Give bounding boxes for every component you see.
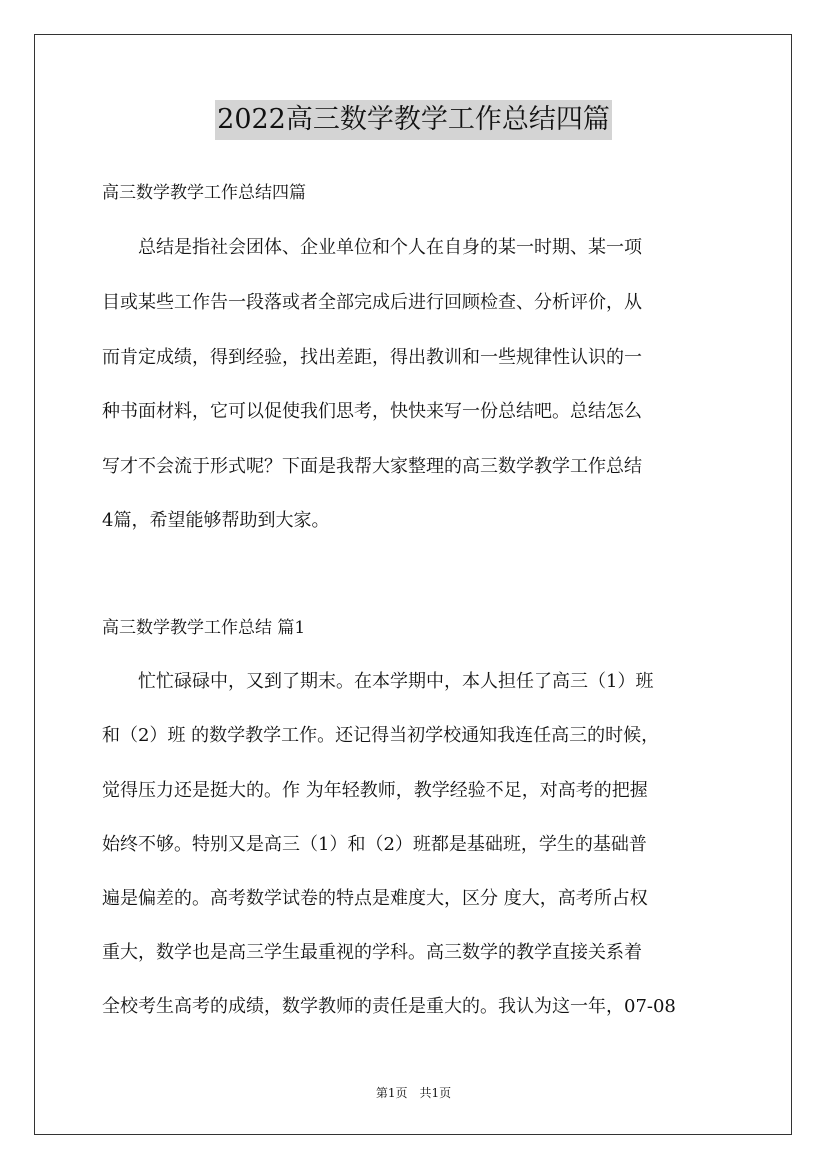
intro-line: 目或某些工作告一段落或者全部完成后进行回顾检查、分析评价，从 [102,292,642,313]
intro-line: 4篇，希望能够帮助到大家。 [102,510,330,531]
body-line: 始终不够。特别又是高三（1）和（2）班都是基础班，学生的基础普 [102,834,647,855]
intro-line: 种书面材料，它可以促使我们思考，快快来写一份总结吧。总结怎么 [102,401,642,422]
intro-line: 总结是指社会团体、企业单位和个人在自身的某一时期、某一项 [102,237,642,258]
page-number-footer: 第1页 共1页 [375,1086,452,1100]
section-heading: 高三数学教学工作总结 篇1 [102,618,306,638]
body-line: 遍是偏差的。高考数学试卷的特点是难度大，区分 度大，高考所占权 [102,888,648,909]
intro-line: 而肯定成绩，得到经验，找出差距，得出教训和一些规律性认识的一 [102,347,642,368]
document-title: 2022高三数学教学工作总结四篇 [215,100,612,140]
intro-line: 写才不会流于形式呢？下面是我帮大家整理的高三数学教学工作总结 [102,456,642,477]
body-line: 忙忙碌碌中，又到了期末。在本学期中，本人担任了高三（1）班 [102,671,654,692]
body-line: 全校考生高考的成绩，数学教师的责任是重大的。我认为这一年，07-08 [102,996,676,1017]
body-line: 和（2）班 的数学教学工作。还记得当初学校通知我连任高三的时候， [102,725,660,746]
body-line: 重大，数学也是高三学生最重视的学科。高三数学的教学直接关系着 [102,942,642,963]
document-subtitle: 高三数学教学工作总结四篇 [102,183,306,203]
body-line: 觉得压力还是挺大的。作 为年轻教师，教学经验不足，对高考的把握 [102,780,648,801]
title-container [0,100,827,140]
